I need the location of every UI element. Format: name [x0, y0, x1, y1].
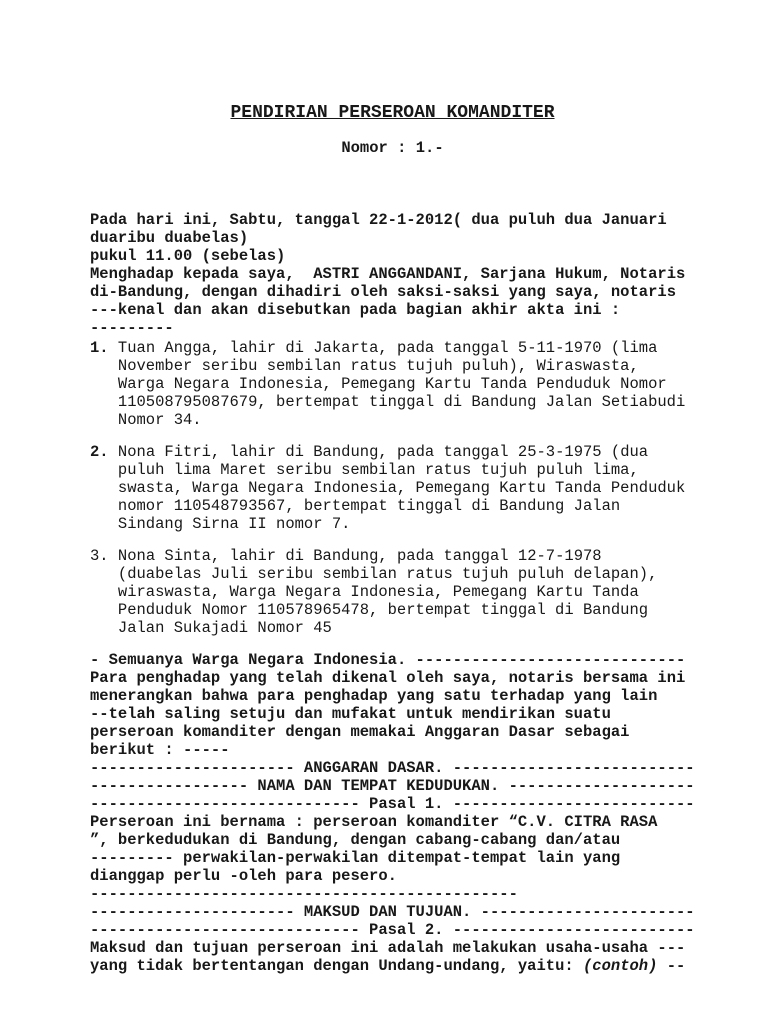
document-line: 2. Nona Fitri, lahir di Bandung, pada tanggal 25-3-1975 (dua	[90, 443, 649, 461]
document-line: 3. Nona Sinta, lahir di Bandung, pada tanggal 12-7-1978	[90, 547, 602, 565]
document-line: ”, berkedudukan di Bandung, dengan cabang-cabang dan/atau	[90, 831, 621, 849]
document-subtitle: Nomor : 1.-	[341, 139, 444, 157]
document-line: Maksud dan tujuan perseroan ini adalah melakukan usaha-usaha ---	[90, 939, 686, 957]
document-line: ---------------------- MAKSUD DAN TUJUAN. -----------------------	[90, 903, 695, 921]
paragraph-block	[90, 211, 695, 337]
document-line: berikut : -----	[90, 741, 230, 759]
document-line: di-Bandung, dengan dihadiri oleh saksi-saksi yang saya, notaris	[90, 283, 676, 301]
document-line: - Semuanya Warga Negara Indonesia. -----------------------------	[90, 651, 686, 669]
document-line	[90, 957, 695, 975]
document-line: ----------------- NAMA DAN TEMPAT KEDUDUKAN. --------------------	[90, 777, 695, 795]
document-line: Warga Negara Indonesia, Pemegang Kartu Tanda Penduduk Nomor	[117, 375, 667, 393]
document-line: 110508795087679, bertempat tinggal di Bandung Jalan Setiabudi	[117, 393, 686, 411]
document-line: nomor 110548793567, bertempat tinggal di Bandung Jalan	[117, 497, 621, 515]
document-line: dianggap perlu -oleh para pesero.	[90, 867, 397, 885]
document-line: perseroan komanditer dengan memakai Anggaran Dasar sebagai	[90, 723, 630, 741]
document-body	[90, 211, 695, 975]
document-line: Menghadap kepada saya, ASTRI ANGGANDANI, Sarjana Hukum, Notaris	[90, 265, 686, 283]
numbered-item	[90, 339, 695, 429]
document-line: menerangkan bahwa para penghadap yang satu terhadap yang lain	[90, 687, 658, 705]
document-line: puluh lima Maret seribu sembilan ratus tujuh puluh lima,	[117, 461, 639, 479]
document-line: swasta, Warga Negara Indonesia, Pemegang Kartu Tanda Penduduk	[117, 479, 686, 497]
paragraph-block	[90, 651, 695, 975]
document-line: pukul 11.00 (sebelas)	[90, 247, 286, 265]
item-number: 3.	[90, 547, 109, 565]
numbered-item	[90, 547, 695, 637]
document-line: November seribu sembilan ratus tujuh puluh), Wiraswasta,	[117, 357, 639, 375]
document-line: --------- perwakilan-perwakilan ditempat-tempat lain yang	[90, 849, 621, 867]
document-title: PENDIRIAN PERSEROAN KOMANDITER	[230, 103, 555, 123]
document-line: duaribu duabelas)	[90, 229, 249, 247]
document-line: Perseroan ini bernama : perseroan komanditer “C.V. CITRA RASA	[90, 813, 658, 831]
document-line: Sindang Sirna II nomor 7.	[117, 515, 351, 533]
document-line: ----------------------------------------------	[90, 885, 518, 903]
item-number: 1.	[90, 339, 109, 357]
text-segment: --	[657, 957, 686, 975]
document-line: ----------------------------- Pasal 2. --------------------------	[90, 921, 695, 939]
document-line: Pada hari ini, Sabtu, tanggal 22-1-2012( dua puluh dua Januari	[90, 211, 667, 229]
document-line: ----------------------------- Pasal 1. --------------------------	[90, 795, 695, 813]
document-line: --telah saling setuju dan mufakat untuk mendirikan suatu	[90, 705, 611, 723]
document-line: (duabelas Juli seribu sembilan ratus tujuh puluh delapan),	[117, 565, 658, 583]
document-line: ---------------------- ANGGARAN DASAR. --------------------------	[90, 759, 695, 777]
document-line: Para penghadap yang telah dikenal oleh saya, notaris bersama ini	[90, 669, 686, 687]
document-line: 1. Tuan Angga, lahir di Jakarta, pada tanggal 5-11-1970 (lima	[90, 339, 658, 357]
document-line: wiraswasta, Warga Negara Indonesia, Pemegang Kartu Tanda	[117, 583, 639, 601]
document-line: Jalan Sukajadi Nomor 45	[117, 619, 332, 637]
italic-text: (contoh)	[582, 957, 658, 975]
item-number: 2.	[90, 443, 109, 461]
numbered-item	[90, 443, 695, 533]
document-line: Penduduk Nomor 110578965478, bertempat tinggal di Bandung	[117, 601, 649, 619]
document-line: Nomor 34.	[117, 411, 202, 429]
text-segment: yang tidak bertentangan dengan Undang-undang, yaitu:	[90, 957, 583, 975]
document-line: ---------	[90, 319, 174, 337]
document-line: ---kenal dan akan disebutkan pada bagian akhir akta ini :	[90, 301, 621, 319]
